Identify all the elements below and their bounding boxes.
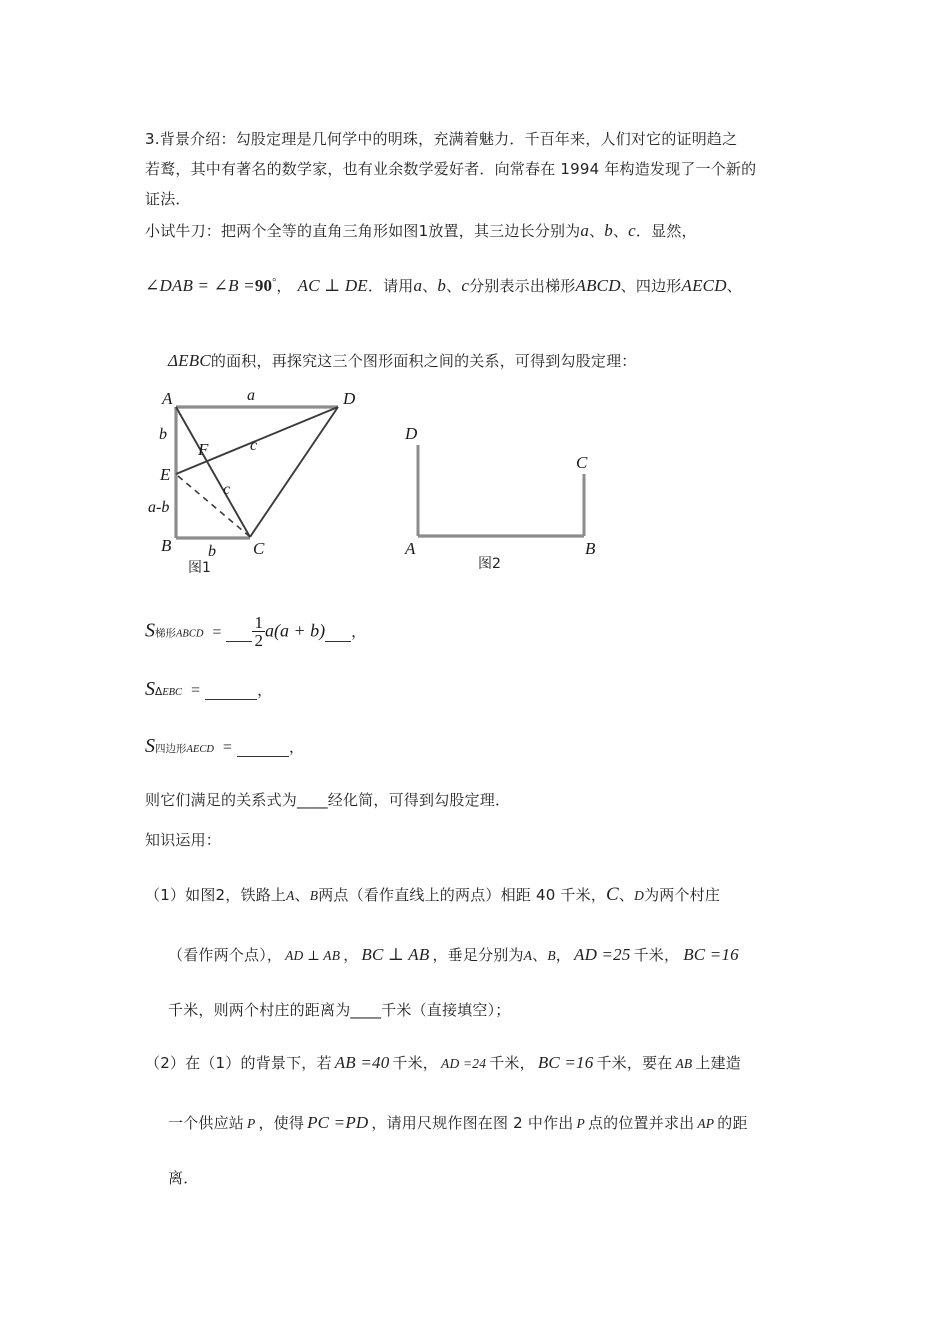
angle-equation: ∠DAB = ∠B = xyxy=(145,276,255,296)
background-line-3: 证法． xyxy=(145,190,191,208)
q2-point-P: P xyxy=(247,1116,256,1131)
intro-text-3: ．请用 xyxy=(367,277,414,296)
background-line-1: 3.背景介绍：勾股定理是几何学中的明珠，充满着魅力．千百年来，人们对它的证明趋之 xyxy=(145,130,738,148)
formula-1-subscript-cn: 梯形 xyxy=(155,627,176,640)
perpendicular-equation: AC ⊥ DE xyxy=(297,276,368,296)
var-b: b xyxy=(604,221,613,240)
intro-text-6: 、 xyxy=(726,277,742,296)
figure2-label-A: A xyxy=(405,539,416,558)
intro-text-2: ．显然， xyxy=(635,222,697,240)
formula-1-expression: a(a + b) xyxy=(264,620,326,641)
intro-text-7: 的面积，再探究这三个图形面积之间的关系，可得到勾股定理： xyxy=(210,352,637,370)
q1-sep-2: 、 xyxy=(618,886,635,904)
formula-3-trailing: ， xyxy=(288,738,304,756)
q2-ad-value: AD =24 xyxy=(441,1056,487,1071)
question-2-line-2 xyxy=(168,1108,888,1139)
q1-point-B: B xyxy=(309,888,319,903)
angle-value: 90 xyxy=(254,276,273,296)
q2-text-5: ，请用尺规作图在图 2 中作出 xyxy=(371,1114,574,1132)
question-2-line-1 xyxy=(145,1048,865,1079)
q1-ad-value: AD =25 xyxy=(574,945,631,964)
q1-sep-1: 、 xyxy=(294,886,310,904)
figure2-label-D: D xyxy=(405,424,418,443)
formula-1-trailing: ， xyxy=(351,622,367,641)
formula-2-subscript-cn: Δ xyxy=(155,686,163,698)
figure1-label-E: E xyxy=(160,465,171,484)
var-c: c xyxy=(628,221,636,240)
figure1-label-B: B xyxy=(161,536,172,555)
q1-perp-ad-ab: AD ⊥ AB xyxy=(285,948,341,963)
figure1-label-A: A xyxy=(162,389,173,408)
background-line-2: 若鹜，其中有著名的数学家，也有业余数学爱好者．向常春在 1994 年构造发现了一个新的 xyxy=(145,160,757,178)
q2-segment-ab: AB xyxy=(675,1056,693,1071)
comma-1: ， xyxy=(276,277,292,296)
formula-3-subscript-cn: 四边形 xyxy=(155,743,187,755)
formula-2-symbol: S xyxy=(145,678,155,700)
q1-text-2: 两点（看作直线上的两点）相距 40 千米， xyxy=(318,886,607,904)
formula-2-equals: = xyxy=(191,682,201,699)
formula-quadrilateral-aecd xyxy=(145,735,304,758)
question-2-line-3: 离． xyxy=(168,1169,199,1187)
q2-text-4: ，使得 xyxy=(258,1114,305,1132)
figure1-side-b-bottom: b xyxy=(208,543,216,560)
question-1-line-3: 千米，则两个村庄的距离为____千米（直接填空）； xyxy=(168,1001,511,1019)
triangle-ebc: ΔEBC xyxy=(168,351,211,370)
formula-1-numerator: 1 xyxy=(254,613,263,632)
q2-text-6: 点的位置并求出 xyxy=(587,1114,695,1132)
q1-unit-1: 千米， xyxy=(633,946,680,964)
formula-3-equals: = xyxy=(222,739,232,756)
formula-1-blank-right xyxy=(325,641,351,642)
application-heading: 知识运用： xyxy=(145,831,222,849)
figure1-side-c-upper: c xyxy=(250,437,258,454)
figure1-label-D: D xyxy=(343,389,356,408)
q2-text-3: 一个供应站 xyxy=(168,1114,245,1132)
q2-unit-2: 千米， xyxy=(489,1054,535,1072)
figure1-side-a: a xyxy=(247,387,255,404)
figure2-label-B: B xyxy=(585,539,596,558)
segment-EC-dashed xyxy=(178,476,249,536)
formula-1-blank-left xyxy=(226,641,252,642)
sep-3: 、 xyxy=(422,277,438,296)
q1-foot-A: A xyxy=(523,948,533,963)
sep-4: 、 xyxy=(446,277,462,296)
formula-3-subscript-letters: AECD xyxy=(186,744,214,755)
formula-1-symbol: S xyxy=(145,619,155,642)
q1-text-5: ， xyxy=(343,946,359,964)
sep-2: 、 xyxy=(612,222,629,240)
q2-bc-value: BC =16 xyxy=(537,1053,594,1072)
q1-perp-bc-ab: BC ⊥ AB xyxy=(361,945,430,964)
formula-3-symbol: S xyxy=(145,735,155,757)
quad-abcd: ABCD xyxy=(575,276,621,296)
formula-1-fraction xyxy=(252,614,265,650)
figure-2-svg xyxy=(400,418,620,558)
relation-line: 则它们满足的关系式为____经化简，可得到勾股定理． xyxy=(145,791,511,809)
intro-text-4: 分别表示出梯形 xyxy=(469,277,576,296)
formula-1-equals: = xyxy=(212,623,222,641)
background-paragraph xyxy=(145,124,810,214)
quad-aecd: AECD xyxy=(681,276,727,296)
q1-point-C: C xyxy=(606,884,619,905)
var-a-2: a xyxy=(413,276,423,296)
figure1-label-F: F xyxy=(198,440,209,459)
figure-2 xyxy=(400,418,620,558)
question-1-line-1 xyxy=(145,880,855,911)
sep-1: 、 xyxy=(589,222,605,240)
formula-trapezoid-abcd xyxy=(145,615,366,651)
q1-bc-value: BC =16 xyxy=(683,945,739,964)
var-b-2: b xyxy=(437,276,447,296)
formula-2-subscript-letters: EBC xyxy=(162,687,183,698)
formula-1-subscript-letters: ABCD xyxy=(176,628,204,640)
q2-unit-3: 千米，要在 xyxy=(596,1054,673,1072)
q2-text-7: 的距 xyxy=(717,1114,748,1132)
figure-1-caption: 图1 xyxy=(188,560,211,576)
q1-sep-3: 、 xyxy=(532,946,548,964)
intro-text-1: 小试牛刀：把两个全等的直角三角形如图1放置，其三边长分别为 xyxy=(145,222,581,240)
q1-point-D: D xyxy=(634,888,645,903)
intro-line-1 xyxy=(145,216,845,247)
q1-foot-B: B xyxy=(547,948,556,963)
q2-ab-value: AB =40 xyxy=(334,1053,390,1072)
figure-1-svg xyxy=(140,388,390,563)
figure1-side-a-minus-b: a-b xyxy=(148,499,170,516)
segment-AC xyxy=(176,407,250,537)
formula-triangle-ebc xyxy=(145,678,272,701)
figure2-label-C: C xyxy=(576,453,588,472)
formula-3-blank xyxy=(237,756,289,757)
formula-2-trailing: ， xyxy=(257,681,273,699)
q2-text-2: 上建造 xyxy=(695,1054,741,1072)
segment-DC xyxy=(250,407,338,537)
figure1-label-C: C xyxy=(253,539,265,558)
q1-text-6: ，垂足分别为 xyxy=(432,946,524,964)
var-a: a xyxy=(580,221,590,240)
q1-text-7: ， xyxy=(555,946,571,964)
figure1-side-b-upper: b xyxy=(159,426,167,443)
figure1-side-c-lower: c xyxy=(223,481,231,498)
q1-text-4: （看作两个点）， xyxy=(168,946,283,964)
figure-1 xyxy=(140,388,390,563)
q2-pc-pd: PC =PD xyxy=(307,1113,369,1132)
q2-segment-ap: AP xyxy=(697,1116,715,1131)
intro-line-2 xyxy=(145,268,845,302)
q1-text-3: 为两个村庄 xyxy=(644,886,721,904)
q1-point-A: A xyxy=(286,888,295,903)
question-1-line-2 xyxy=(168,940,888,971)
q2-text-1: （2）在（1）的背景下，若 xyxy=(145,1054,332,1072)
q2-point-P-2: P xyxy=(576,1116,585,1131)
formula-2-blank xyxy=(205,699,257,700)
q1-text-1: （1）如图2，铁路上 xyxy=(145,886,287,904)
figure-2-caption: 图2 xyxy=(478,556,501,572)
var-c-2: c xyxy=(461,276,470,296)
intro-line-3 xyxy=(168,346,868,377)
degree-symbol: ° xyxy=(272,277,277,288)
q2-unit-1: 千米， xyxy=(392,1054,439,1072)
intro-text-5: 、四边形 xyxy=(620,277,682,296)
formula-1-denominator: 2 xyxy=(254,631,263,651)
